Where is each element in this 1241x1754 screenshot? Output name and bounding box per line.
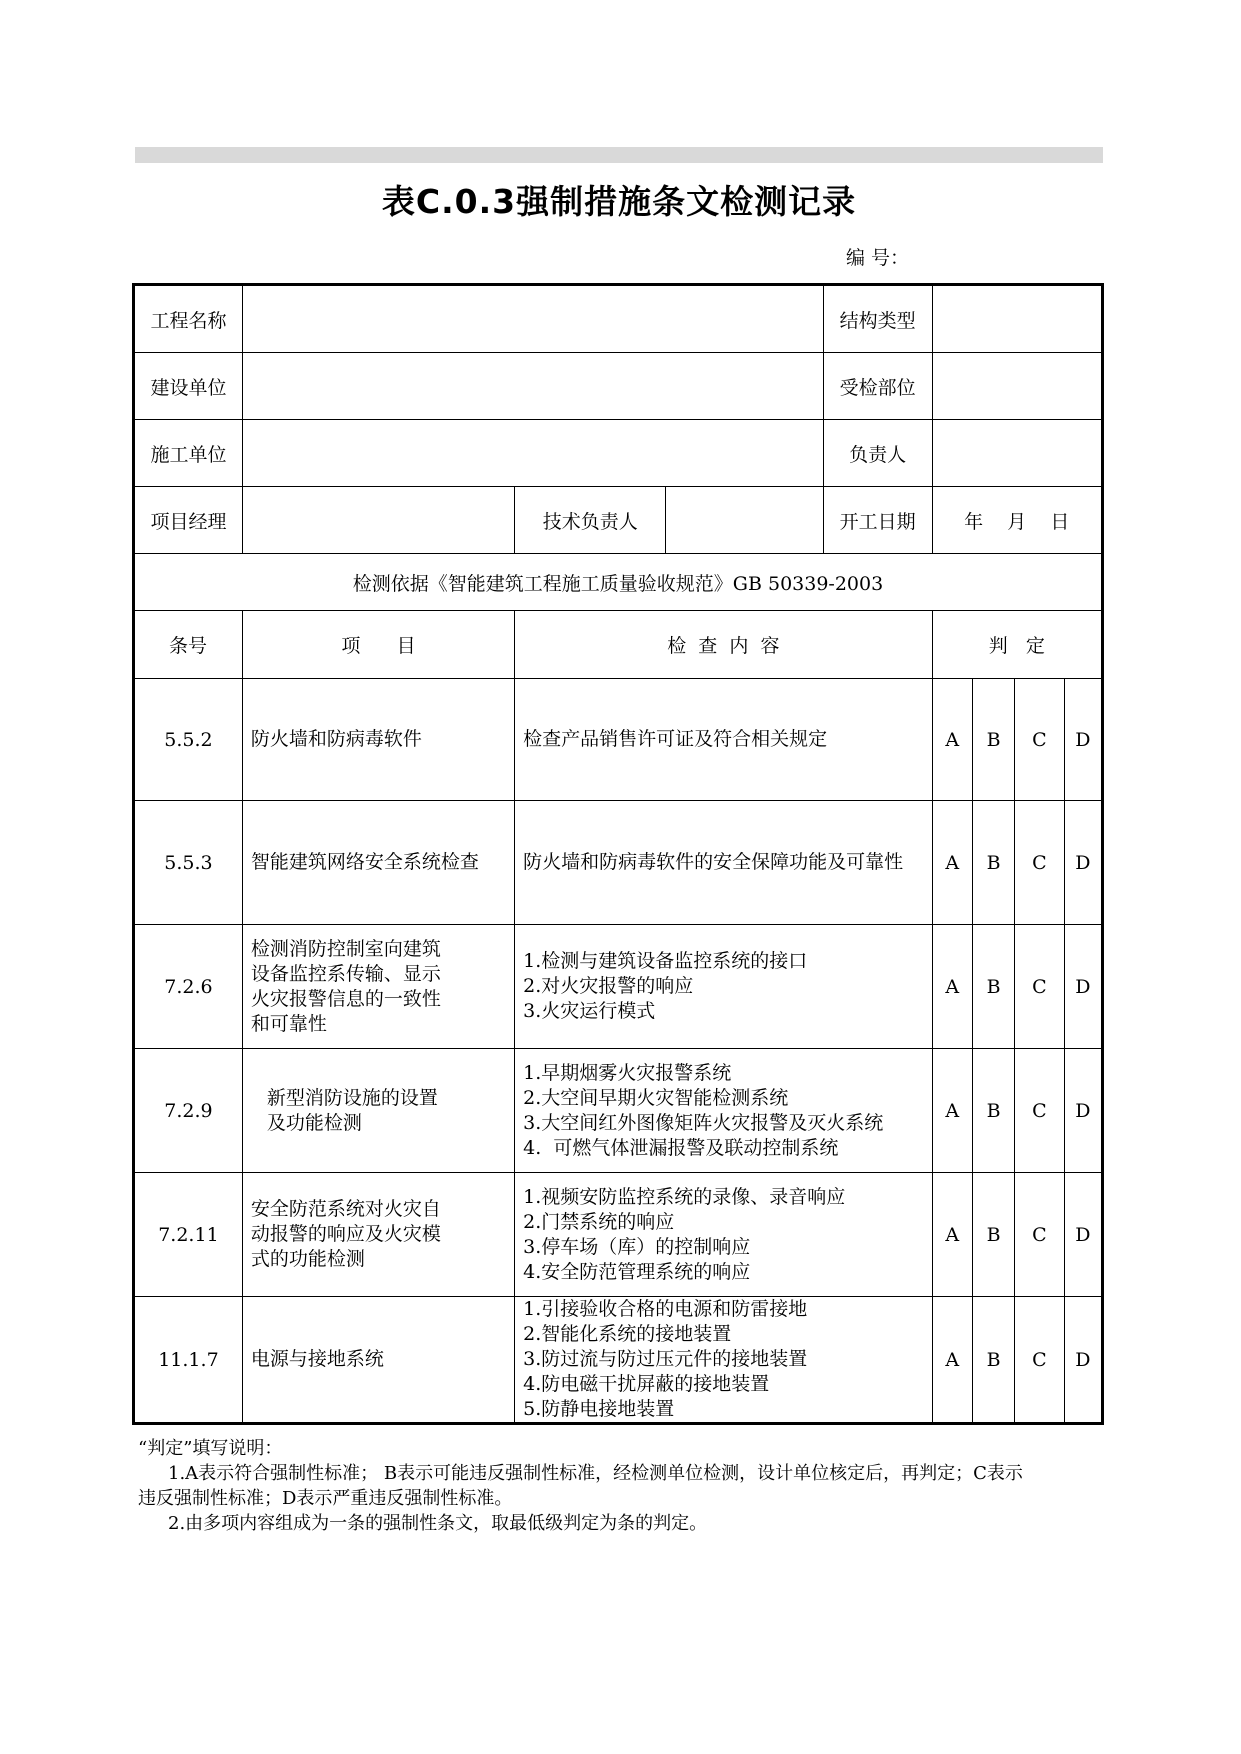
grade-b-option[interactable]: B <box>972 1297 1014 1424</box>
grade-c-option[interactable]: C <box>1015 679 1064 801</box>
clause-number: 7.2.11 <box>134 1173 243 1297</box>
clause-header: 条号 <box>134 611 243 679</box>
table-row <box>134 925 1103 1049</box>
grade-c-option[interactable]: C <box>1015 1297 1064 1424</box>
clause-number: 7.2.6 <box>134 925 243 1049</box>
content-text: 1.引接验收合格的电源和防雷接地 2.智能化系统的接地装置 3.防过流与防过压元件的接地装置 4.防电磁干扰屏蔽的接地装置 5.防静电接地装置 <box>515 1297 932 1424</box>
item-text: 防火墙和防病毒软件 <box>242 679 514 801</box>
content-text: 检查产品销售许可证及符合相关规定 <box>515 679 932 801</box>
project-name-label: 工程名称 <box>134 285 243 353</box>
content-text: 1.检测与建筑设备监控系统的接口 2.对火灾报警的响应 3.火灾运行模式 <box>515 925 932 1049</box>
builder-label: 建设单位 <box>134 353 243 420</box>
basis-text: 检测依据《智能建筑工程施工质量验收规范》GB 50339-2003 <box>134 554 1103 611</box>
table-row <box>134 1049 1103 1173</box>
note-line-1-continued: 违反强制性标准；D表示严重违反强制性标准。 <box>138 1488 513 1509</box>
grade-c-option[interactable]: C <box>1015 1049 1064 1173</box>
content-text: 防火墙和防病毒软件的安全保障功能及可靠性 <box>515 801 932 925</box>
item-text: 电源与接地系统 <box>242 1297 514 1424</box>
item-text: 检测消防控制室向建筑 设备监控系传输、显示 火灾报警信息的一致性 和可靠性 <box>242 925 514 1049</box>
grade-b-option[interactable]: B <box>972 1049 1014 1173</box>
grade-a-option[interactable]: A <box>932 801 972 925</box>
responsible-label: 负责人 <box>823 420 932 487</box>
judgement-notes <box>138 1436 1103 1536</box>
inspected-part-label: 受检部位 <box>823 353 932 420</box>
inspected-part-field[interactable] <box>932 353 1102 420</box>
grade-b-option[interactable]: B <box>972 679 1014 801</box>
content-text: 1.早期烟雾火灾报警系统 2.大空间早期火灾智能检测系统 3.大空间红外图像矩阵火灾报警及灭火系统 4. 可燃气体泄漏报警及联动控制系统 <box>515 1049 932 1173</box>
contractor-field[interactable] <box>242 420 823 487</box>
project-name-field[interactable] <box>242 285 823 353</box>
grade-a-option[interactable]: A <box>932 1297 972 1424</box>
builder-field[interactable] <box>242 353 823 420</box>
clause-number: 5.5.3 <box>134 801 243 925</box>
grade-b-option[interactable]: B <box>972 1173 1014 1297</box>
grade-b-option[interactable]: B <box>972 801 1014 925</box>
item-text: 智能建筑网络安全系统检查 <box>242 801 514 925</box>
note-line-1: 1.A表示符合强制性标准； B表示可能违反强制性标准，经检测单位检测，设计单位核定后，再判定；C表示 <box>168 1463 1023 1484</box>
structure-type-label: 结构类型 <box>823 285 932 353</box>
grade-d-option[interactable]: D <box>1064 1297 1102 1424</box>
manager-label: 项目经理 <box>134 487 243 554</box>
grade-d-option[interactable]: D <box>1064 679 1102 801</box>
grade-a-option[interactable]: A <box>932 1049 972 1173</box>
grade-b-option[interactable]: B <box>972 925 1014 1049</box>
item-text: 新型消防设施的设置 及功能检测 <box>242 1049 514 1173</box>
grade-d-option[interactable]: D <box>1064 801 1102 925</box>
responsible-field[interactable] <box>932 420 1102 487</box>
table-row <box>134 801 1103 925</box>
table-row <box>134 1173 1103 1297</box>
content-text: 1.视频安防监控系统的录像、录音响应 2.门禁系统的响应 3.停车场（库）的控制响应 4.安全防范管理系统的响应 <box>515 1173 932 1297</box>
clause-number: 7.2.9 <box>134 1049 243 1173</box>
grade-c-option[interactable]: C <box>1015 1173 1064 1297</box>
table-row <box>134 1297 1103 1424</box>
grade-d-option[interactable]: D <box>1064 925 1102 1049</box>
tech-lead-field[interactable] <box>666 487 823 554</box>
manager-field[interactable] <box>242 487 514 554</box>
contractor-label: 施工单位 <box>134 420 243 487</box>
judgement-header: 判 定 <box>932 611 1102 679</box>
grade-c-option[interactable]: C <box>1015 925 1064 1049</box>
note-line-2: 2.由多项内容组成为一条的强制性条文，取最低级判定为条的判定。 <box>168 1513 708 1534</box>
table-row <box>134 679 1103 801</box>
grade-a-option[interactable]: A <box>932 925 972 1049</box>
start-date-field[interactable]: 年 月 日 <box>932 487 1102 554</box>
content-header: 检 查 内 容 <box>515 611 932 679</box>
item-header: 项 目 <box>242 611 514 679</box>
top-gray-bar <box>135 147 1103 163</box>
grade-c-option[interactable]: C <box>1015 801 1064 925</box>
clause-number: 5.5.2 <box>134 679 243 801</box>
item-text: 安全防范系统对火灾自 动报警的响应及火灾模 式的功能检测 <box>242 1173 514 1297</box>
notes-heading: “判定”填写说明： <box>138 1438 283 1459</box>
grade-d-option[interactable]: D <box>1064 1173 1102 1297</box>
grade-a-option[interactable]: A <box>932 679 972 801</box>
inspection-record-table <box>132 283 1104 1425</box>
start-date-label: 开工日期 <box>823 487 932 554</box>
grade-d-option[interactable]: D <box>1064 1049 1102 1173</box>
clause-number: 11.1.7 <box>134 1297 243 1424</box>
structure-type-field[interactable] <box>932 285 1102 353</box>
page-title: 表C.0.3强制措施条文检测记录 <box>381 182 857 221</box>
grade-a-option[interactable]: A <box>932 1173 972 1297</box>
serial-number-label: 编 号： <box>846 247 910 269</box>
tech-lead-label: 技术负责人 <box>515 487 666 554</box>
